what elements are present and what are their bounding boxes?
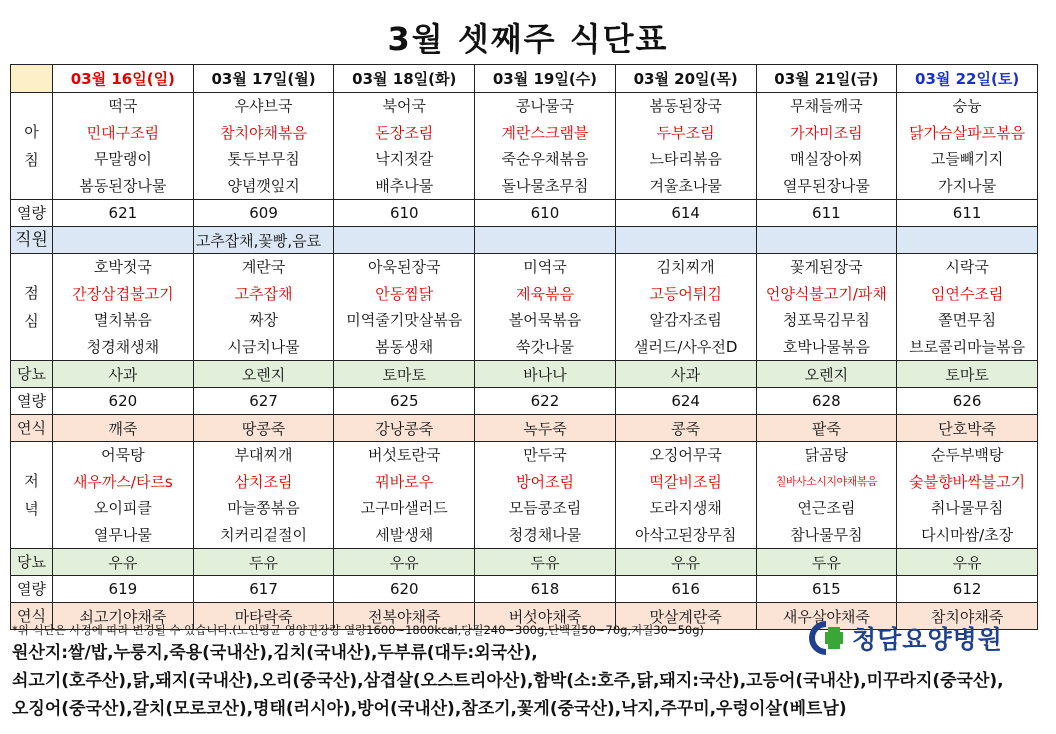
breakfast-label-char: 아 — [24, 123, 39, 141]
breakfast-item: 민대구조림 — [86, 123, 160, 142]
dinner-snack-cell: 전복야채죽 — [334, 603, 475, 630]
lunch-item: 쑥갓나물 — [515, 337, 574, 356]
breakfast-cell — [334, 93, 475, 200]
breakfast-item: 돈장조림 — [375, 123, 434, 142]
hospital-name: 청담요양병원 — [852, 625, 1003, 654]
breakfast-item: 낙지젓갈 — [375, 150, 434, 168]
lunch-snack-cell: 깨죽 — [53, 415, 194, 442]
lunch-item: 계란국 — [241, 258, 286, 276]
dinner-item: 모듬콩조림 — [508, 499, 582, 517]
lunch-cell — [615, 254, 756, 361]
day-header: 03월 16일(일) — [53, 65, 194, 93]
dinner-item: 꿔바로우 — [375, 472, 434, 491]
dinner-item: 방어조림 — [515, 472, 574, 491]
dinner-item: 도라지생채 — [649, 499, 722, 517]
lunch-kcal-cell: 628 — [756, 388, 897, 415]
breakfast-item: 봄동된장국 — [649, 97, 722, 115]
lunch-diabetic-cell: 사과 — [53, 361, 194, 388]
breakfast-item: 북어국 — [382, 97, 426, 115]
dinner-kcal-cell: 620 — [334, 576, 475, 603]
lunch-diabetic-cell: 바나나 — [475, 361, 616, 388]
dinner-item: 치커리겉절이 — [220, 525, 308, 544]
dinner-kcal-cell: 618 — [475, 576, 616, 603]
dinner-cell — [475, 442, 616, 549]
dinner-kcal-cell: 617 — [193, 576, 334, 603]
lunch-cell — [53, 254, 194, 361]
dinner-item: 취나물무침 — [930, 499, 1004, 517]
breakfast-kcal-cell: 610 — [475, 200, 616, 227]
staff-menu-cell — [897, 227, 1038, 254]
dinner-cell — [897, 442, 1038, 549]
day-header: 03월 18일(화) — [334, 65, 475, 93]
breakfast-item: 계란스크램블 — [501, 123, 589, 142]
dinner-diabetic-cell: 두유 — [193, 549, 334, 576]
breakfast-label — [11, 93, 53, 200]
dinner-cell — [53, 442, 194, 549]
dinner-item: 닭곰탕 — [804, 446, 849, 464]
origin-line-3: 오징어(중국산),갈치(모로코산),명태(러시아),방어(국내산),참조기,꽃게(중국산),낙지,주꾸미,우렁이살(베트남) — [12, 699, 847, 719]
lunch-item: 샐러드/사우전D — [633, 337, 738, 356]
day-header: 03월 20일(목) — [615, 65, 756, 93]
lunch-item: 언양식불고기/파채 — [765, 284, 887, 303]
breakfast-kcal-cell: 611 — [897, 200, 1038, 227]
lunch-cell — [193, 254, 334, 361]
lunch-item: 청포묵김무침 — [782, 311, 870, 329]
dinner-item: 열무나물 — [93, 525, 152, 544]
breakfast-row — [11, 93, 1038, 200]
lunch-label-char: 점 — [24, 284, 39, 302]
lunch-item: 김치찌개 — [656, 258, 715, 276]
lunch-kcal-cell: 625 — [334, 388, 475, 415]
dinner-diabetic-cell: 두유 — [475, 549, 616, 576]
lunch-item: 안동찜닭 — [375, 284, 434, 303]
lunch-kcal-cell: 620 — [53, 388, 194, 415]
lunch-diabetic-row — [11, 361, 1038, 388]
lunch-snack-cell: 팥죽 — [756, 415, 897, 442]
breakfast-item: 열무된장나물 — [782, 176, 870, 195]
lunch-item: 볼어묵볶음 — [508, 311, 582, 329]
breakfast-kcal-cell: 614 — [615, 200, 756, 227]
dinner-kcal-cell: 619 — [53, 576, 194, 603]
lunch-row — [11, 254, 1038, 361]
dinner-row — [11, 442, 1038, 549]
dinner-cell — [615, 442, 756, 549]
breakfast-cell — [475, 93, 616, 200]
breakfast-kcal-row — [11, 200, 1038, 227]
header-corner — [11, 65, 53, 93]
dinner-kcal-cell: 615 — [756, 576, 897, 603]
breakfast-item: 양념깻잎지 — [227, 176, 300, 195]
disclaimer-note: *위 식단은 사정에 따라 변경될 수 있습니다.(노인평균 영양권장량 열량1600~1800kcal,당질240~300g,단백질50~70g,지질30~50g) — [12, 623, 705, 637]
lunch-diabetic-cell: 토마토 — [897, 361, 1038, 388]
breakfast-item: 우샤브국 — [234, 97, 293, 115]
dinner-cell — [756, 442, 897, 549]
lunch-cell — [756, 254, 897, 361]
header-row — [11, 65, 1038, 93]
lunch-cell — [475, 254, 616, 361]
dinner-item: 만두국 — [523, 446, 567, 464]
lunch-snack-row — [11, 415, 1038, 442]
breakfast-label-char: 침 — [24, 151, 39, 169]
lunch-item: 미역줄기맛살볶음 — [346, 311, 463, 329]
lunch-item: 짜장 — [249, 311, 279, 329]
lunch-item: 임연수조림 — [930, 284, 1004, 303]
origin-line-1: 원산지:쌀/밥,누룽지,죽용(국내산),김치(국내산),두부류(대두:외국산), — [12, 643, 538, 663]
breakfast-item: 두부조림 — [656, 123, 715, 142]
staff-menu-label: 직원 — [11, 227, 53, 254]
staff-menu-row — [11, 227, 1038, 254]
breakfast-item: 고들빼기지 — [930, 150, 1004, 168]
dinner-item: 순두부백탕 — [930, 446, 1004, 464]
dinner-label-char: 녁 — [24, 500, 39, 518]
lunch-item: 봄동생채 — [375, 337, 434, 356]
dinner-kcal-cell: 616 — [615, 576, 756, 603]
lunch-diabetic-cell: 토마토 — [334, 361, 475, 388]
staff-menu-cell — [615, 227, 756, 254]
lunch-cell — [334, 254, 475, 361]
dinner-label-char: 저 — [24, 472, 39, 490]
dinner-item: 어묵탕 — [101, 446, 145, 464]
breakfast-cell — [53, 93, 194, 200]
lunch-item: 브로콜리마늘볶음 — [909, 337, 1026, 356]
day-header: 03월 17일(월) — [193, 65, 334, 93]
breakfast-kcal-cell: 609 — [193, 200, 334, 227]
lunch-kcal-cell: 627 — [193, 388, 334, 415]
breakfast-item: 돌나물초무침 — [501, 176, 589, 195]
breakfast-item: 참치야채볶음 — [220, 123, 308, 142]
breakfast-item: 겨울초나물 — [649, 176, 722, 195]
dinner-snack-cell: 쇠고기야채죽 — [53, 603, 194, 630]
breakfast-item: 봄동된장나물 — [79, 176, 167, 195]
dinner-item: 새우까스/타르s — [72, 472, 173, 491]
breakfast-kcal-label: 열량 — [11, 200, 53, 227]
dinner-item: 연근조림 — [797, 499, 856, 517]
dinner-diabetic-cell: 우유 — [53, 549, 194, 576]
lunch-snack-cell: 녹두죽 — [475, 415, 616, 442]
dinner-item: 아삭고된장무침 — [634, 525, 737, 544]
dinner-item: 숯불향바싹불고기 — [909, 472, 1026, 491]
breakfast-kcal-cell: 621 — [53, 200, 194, 227]
breakfast-item: 무채들깨국 — [790, 97, 863, 115]
breakfast-item: 가자미조림 — [790, 123, 863, 142]
lunch-item: 간장삼겹불고기 — [72, 284, 174, 303]
dinner-item: 떡갈비조림 — [649, 472, 722, 491]
dinner-diabetic-cell: 두유 — [756, 549, 897, 576]
dinner-item: 청경채나물 — [508, 525, 582, 544]
lunch-diabetic-cell: 오렌지 — [756, 361, 897, 388]
breakfast-item: 숭늉 — [952, 97, 982, 115]
dinner-kcal-row — [11, 576, 1038, 603]
day-header: 03월 21일(금) — [756, 65, 897, 93]
breakfast-cell — [615, 93, 756, 200]
lunch-diabetic-label: 당뇨 — [11, 361, 53, 388]
hospital-logo — [806, 620, 1003, 656]
staff-menu-cell — [475, 227, 616, 254]
dinner-item: 부대찌개 — [234, 446, 293, 464]
breakfast-item: 느타리볶음 — [649, 150, 722, 168]
dinner-snack-label: 연식 — [11, 603, 53, 630]
dinner-kcal-cell: 612 — [897, 576, 1038, 603]
dinner-item: 오이피클 — [93, 499, 152, 517]
dinner-snack-cell: 새우살야채죽 — [756, 603, 897, 630]
lunch-kcal-cell: 622 — [475, 388, 616, 415]
lunch-cell — [897, 254, 1038, 361]
lunch-item: 아욱된장국 — [368, 258, 441, 276]
dinner-item: 다시마쌈/초장 — [921, 525, 1014, 544]
lunch-snack-label: 연식 — [11, 415, 53, 442]
lunch-item: 고추잡채 — [234, 284, 293, 303]
day-header: 03월 22일(토) — [897, 65, 1038, 93]
dinner-item: 오징어무국 — [649, 446, 722, 464]
breakfast-cell — [193, 93, 334, 200]
breakfast-cell — [897, 93, 1038, 200]
breakfast-item: 무말랭이 — [93, 150, 152, 168]
lunch-item: 꽃게된장국 — [790, 258, 863, 276]
lunch-snack-cell: 강낭콩죽 — [334, 415, 475, 442]
breakfast-item: 닭가슴살파프볶음 — [909, 123, 1026, 142]
lunch-label-char: 심 — [24, 312, 39, 330]
dinner-kcal-label: 열량 — [11, 576, 53, 603]
breakfast-item: 매실장아찌 — [790, 150, 863, 168]
lunch-snack-cell: 콩죽 — [615, 415, 756, 442]
breakfast-kcal-cell: 610 — [334, 200, 475, 227]
dinner-item: 버섯토란국 — [368, 446, 441, 464]
lunch-kcal-cell: 626 — [897, 388, 1038, 415]
lunch-item: 쫄면무침 — [938, 311, 997, 329]
dinner-cell — [193, 442, 334, 549]
breakfast-item: 죽순우채볶음 — [501, 150, 589, 168]
breakfast-item: 콩나물국 — [515, 97, 574, 115]
lunch-item: 멸치볶음 — [93, 311, 152, 329]
dinner-diabetic-cell: 우유 — [897, 549, 1038, 576]
lunch-snack-cell: 땅콩죽 — [193, 415, 334, 442]
origin-line-2: 쇠고기(호주산),닭,돼지(국내산),오리(중국산),삼겹살(오스트리아산),함박(소:호주,닭,돼지:국산),고등어(국내산),미꾸라지(중국산), — [12, 671, 1004, 691]
lunch-kcal-label: 열량 — [11, 388, 53, 415]
lunch-item: 고등어튀김 — [649, 284, 722, 303]
lunch-label — [11, 254, 53, 361]
lunch-diabetic-cell: 오렌지 — [193, 361, 334, 388]
lunch-item: 시금치나물 — [227, 337, 300, 356]
lunch-diabetic-cell: 사과 — [615, 361, 756, 388]
breakfast-item: 톳두부무침 — [227, 150, 300, 168]
page-title: 3월 셋째주 식단표 — [387, 20, 669, 58]
dinner-item: 삼치조림 — [234, 472, 293, 491]
lunch-item: 제육볶음 — [515, 284, 574, 303]
staff-menu-cell — [334, 227, 475, 254]
breakfast-cell — [756, 93, 897, 200]
dinner-item: 칠바사소시지야채볶음 — [775, 474, 877, 488]
breakfast-kcal-cell: 611 — [756, 200, 897, 227]
dinner-snack-cell: 맛살계란죽 — [615, 603, 756, 630]
dinner-item: 고구마샐러드 — [360, 499, 448, 517]
day-header: 03월 19일(수) — [475, 65, 616, 93]
breakfast-item: 가지나물 — [938, 176, 997, 195]
dinner-item: 세발생채 — [375, 525, 434, 544]
lunch-item: 청경채생채 — [86, 337, 160, 356]
lunch-snack-cell: 단호박죽 — [897, 415, 1038, 442]
staff-menu-cell — [756, 227, 897, 254]
dinner-snack-cell: 참치야채죽 — [897, 603, 1038, 630]
dinner-snack-cell: 버섯야채죽 — [475, 603, 616, 630]
dinner-item: 참나물무침 — [790, 525, 863, 544]
staff-menu-cell — [53, 227, 194, 254]
dinner-cell — [334, 442, 475, 549]
lunch-item: 알감자조림 — [649, 311, 722, 329]
staff-menu-cell: 고추잡채,꽃빵,음료 — [193, 227, 334, 254]
dinner-diabetic-cell: 우유 — [615, 549, 756, 576]
breakfast-item: 떡국 — [108, 97, 138, 115]
dinner-label — [11, 442, 53, 549]
dinner-diabetic-label: 당뇨 — [11, 549, 53, 576]
dinner-snack-cell: 마타락죽 — [193, 603, 334, 630]
lunch-kcal-cell: 624 — [615, 388, 756, 415]
menu-table — [10, 64, 1038, 630]
hospital-logo-icon — [806, 621, 846, 655]
lunch-item: 미역국 — [523, 258, 567, 276]
lunch-item: 호박젓국 — [93, 258, 152, 276]
lunch-kcal-row — [11, 388, 1038, 415]
dinner-diabetic-cell: 우유 — [334, 549, 475, 576]
dinner-item: 마늘쫑볶음 — [227, 499, 300, 517]
lunch-item: 호박나물볶음 — [782, 337, 870, 356]
lunch-item: 시락국 — [945, 258, 989, 276]
breakfast-item: 배추나물 — [375, 176, 434, 195]
dinner-diabetic-row — [11, 549, 1038, 576]
